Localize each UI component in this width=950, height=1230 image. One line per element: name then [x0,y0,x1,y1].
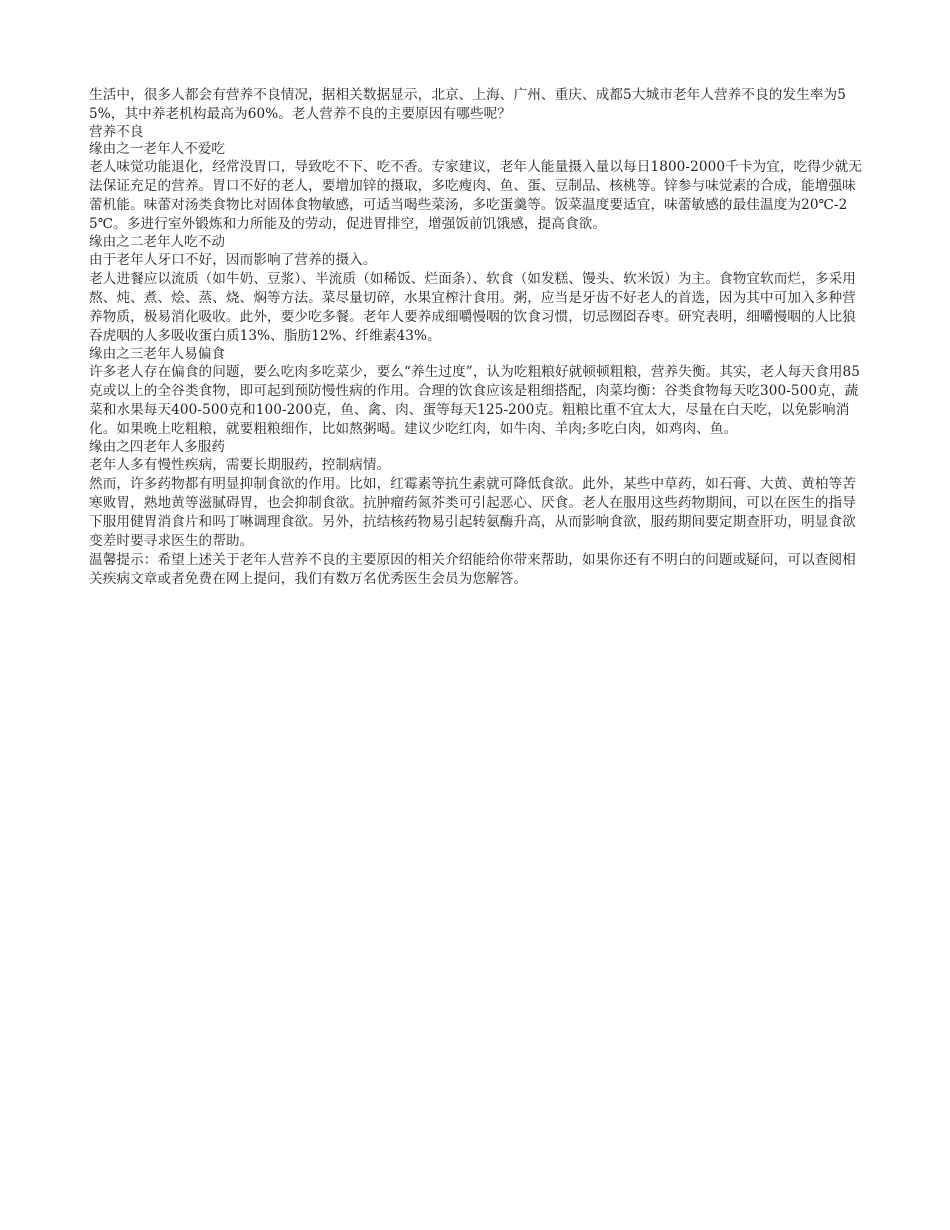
section-4-heading: 缘由之四老年人多服药 [89,439,225,455]
article-body [89,86,864,589]
section-3-heading: 缘由之三老年人易偏食 [89,346,225,362]
section-4-paragraph-2: 然而，许多药物都有明显抑制食欲的作用。比如，红霉素等抗生素就可降低食欲。此外，某些中草药，如石膏、大黄、黄柏等苦寒败胃，熟地黄等滋腻碍胃，也会抑制食欲。抗肿瘤药氮芥类可引起恶心、厌食。老人在服用这些药物期间，可以在医生的指导下服用健胃消食片和吗丁啉调理食欲。另外，抗结核药物易引起转氨酶升高，从而影响食欲，服药期间要定期查肝功，明显食欲变差时要寻求医生的帮助。 [89,476,856,549]
section-2-paragraph-2: 老人进餐应以流质（如牛奶、豆浆）、半流质（如稀饭、烂面条）、软食（如发糕、馒头、软米饭）为主。食物宜软而烂，多采用熬、炖、煮、烩、蒸、烧、焖等方法。菜尽量切碎，水果宜榨汁食用。粥，应当是牙齿不好老人的首选，因为其中可加入多种营养物质，极易消化吸收。此外，要少吃多餐。老年人要养成细嚼慢咽的饮食习惯，切忌囫囵吞枣。研究表明，细嚼慢咽的人比狼吞虎咽的人多吸收蛋白质13%、脂肪12%、纤维素43%。 [89,271,856,344]
section-1-paragraph: 老人味觉功能退化，经常没胃口，导致吃不下、吃不香。专家建议，老年人能量摄入量以每日1800-2000千卡为宜，吃得少就无法保证充足的营养。胃口不好的老人，要增加锌的摄取，多吃瘦肉、鱼、蛋、豆制品、核桃等。锌参与味觉素的合成，能增强味蕾机能。味蕾对汤类食物比对固体食物敏感，可适当喝些菜汤，多吃蛋羹等。饭菜温度要适宜，味蕾敏感的最佳温度为20℃-25℃。多进行室外锻炼和力所能及的劳动，促进胃排空，增强饭前饥饿感，提高食欲。 [89,159,863,232]
section-2-heading: 缘由之二老年人吃不动 [89,234,225,250]
intro-paragraph: 生活中，很多人都会有营养不良情况，据相关数据显示，北京、上海、广州、重庆、成都5大城市老年人营养不良的发生率为55%，其中养老机构最高为60%。老人营养不良的主要原因有哪些呢？ [89,87,846,122]
topic-heading: 营养不良 [89,124,144,140]
section-3-paragraph: 许多老人存在偏食的问题，要么吃肉多吃菜少，要么“养生过度”，认为吃粗粮好就顿顿粗粮，营养失衡。其实，老人每天食用85克或以上的全谷类食物，即可起到预防慢性病的作用。合理的饮食应该是粗细搭配，肉菜均衡：谷类食物每天吃300-500克，蔬菜和水果每天400-500克和100-200克，鱼、禽、肉、蛋等每天125-200克。粗粮比重不宜太大，尽量在白天吃，以免影响消化。如果晚上吃粗粮，就要粗粮细作，比如熬粥喝。建议少吃红肉，如牛肉、羊肉;多吃白肉，如鸡肉、鱼。 [89,364,861,437]
section-4-paragraph-1: 老年人多有慢性疾病，需要长期服药，控制病情。 [89,457,391,473]
section-1-heading: 缘由之一老年人不爱吃 [89,141,225,157]
section-2-paragraph-1: 由于老年人牙口不好，因而影响了营养的摄入。 [89,252,377,268]
closing-tip: 温馨提示：希望上述关于老年人营养不良的主要原因的相关介绍能给你带来帮助，如果你还有不明白的问题或疑问，可以查阅相关疾病文章或者免费在网上提问，我们有数万名优秀医生会员为您解答。 [89,552,856,587]
